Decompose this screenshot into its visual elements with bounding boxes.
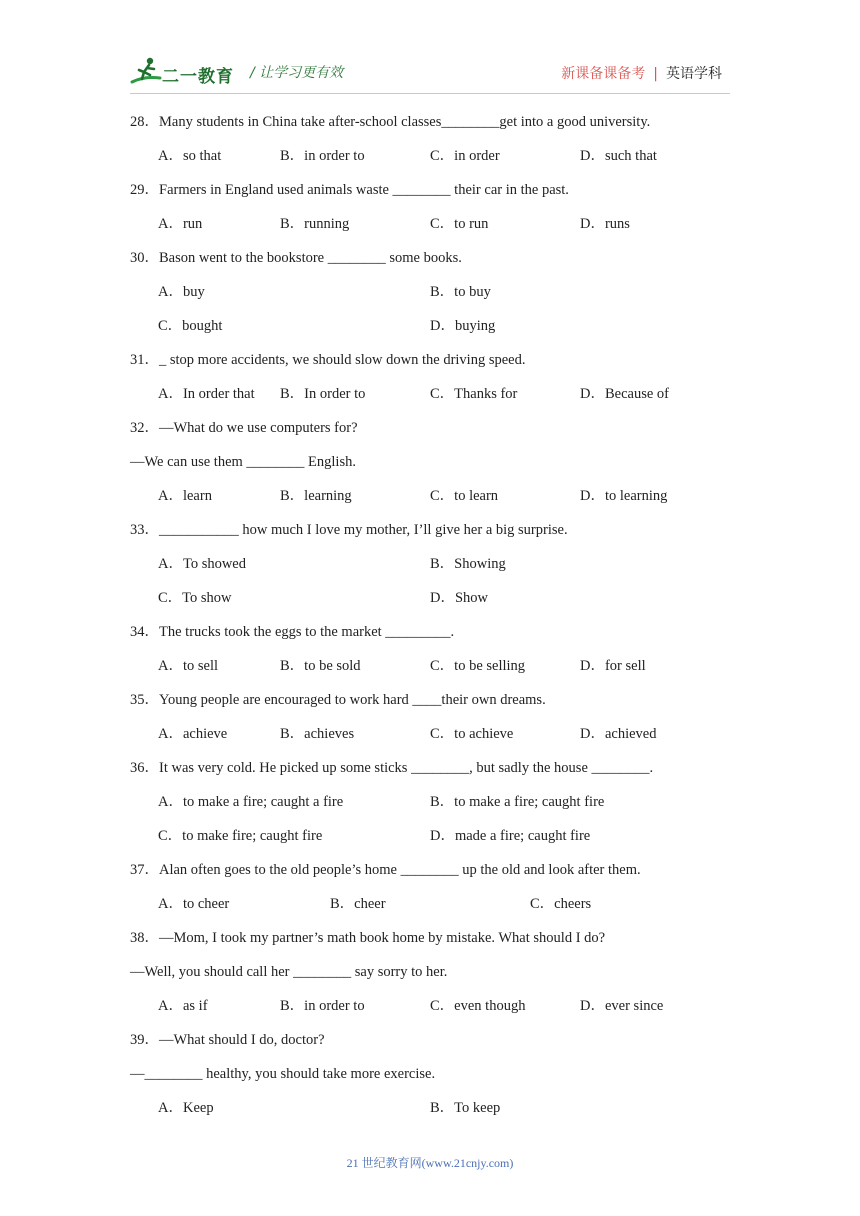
option-row [130,280,730,314]
answer-option[interactable]: C．to learn [430,488,499,504]
answer-option[interactable]: A．In order that [158,386,255,402]
answer-option[interactable]: D．Show [430,590,489,606]
runner-icon [130,56,164,88]
slogan: / 让学习更有效 [250,65,344,81]
answer-option[interactable]: D．ever since [580,998,664,1014]
option-row [130,790,730,824]
option-row [130,586,730,620]
answer-option[interactable]: D．achieved [580,726,657,742]
course-label: 新课备课备考 [561,66,646,82]
option-row [130,144,730,178]
question-stem: 32．—What do we use computers for? [130,420,358,436]
answer-option[interactable]: A．run [158,216,203,232]
question-stem: 36．It was very cold. He picked up some sticks ________, but sadly the house ________. [130,760,654,776]
option-row [130,382,730,416]
answer-option[interactable]: B．to buy [430,284,491,300]
option-row [130,1096,730,1130]
answer-option[interactable]: A．Keep [158,1100,214,1116]
header-divider [130,93,730,94]
answer-option[interactable]: A．learn [158,488,212,504]
answer-option[interactable]: C．to run [430,216,489,232]
answer-option[interactable]: B．Showing [430,556,506,572]
question-list [130,110,730,1130]
answer-option[interactable]: A．to sell [158,658,219,674]
option-row [130,212,730,246]
question-stem: 38．—Mom, I took my partner’s math book home by mistake. What should I do? [130,930,606,946]
answer-option[interactable]: B．to make a fire; caught fire [430,794,605,810]
question-reply: —________ healthy, you should take more exercise. [130,1066,436,1082]
answer-option[interactable]: B．in order to [280,148,365,164]
question-reply: —Well, you should call her ________ say sorry to her. [130,964,448,980]
question-stem: 30．Bason went to the bookstore ________ some books. [130,250,462,266]
option-row [130,892,730,926]
option-row [130,484,730,518]
answer-option[interactable]: B．cheer [330,896,386,912]
answer-option[interactable]: C．even though [430,998,526,1014]
option-row [130,552,730,586]
answer-option[interactable]: A．to cheer [158,896,230,912]
question-stem: 28．Many students in China take after-school classes________get into a good university. [130,114,651,130]
question-stem: 35．Young people are encouraged to work hard ____their own dreams. [130,692,546,708]
question-stem: 33．___________ how much I love my mother, I’ll give her a big surprise. [130,522,568,538]
question-stem: 39．—What should I do, doctor? [130,1032,325,1048]
answer-option[interactable]: B．in order to [280,998,365,1014]
page-header [130,52,730,92]
question-stem: 29．Farmers in England used animals waste ________ their car in the past. [130,182,569,198]
answer-option[interactable]: C．in order [430,148,500,164]
answer-option[interactable]: D．such that [580,148,657,164]
answer-option[interactable]: C．To show [158,590,232,606]
question-reply: —We can use them ________ English. [130,454,356,470]
answer-option[interactable]: C．Thanks for [430,386,518,402]
option-row [130,994,730,1028]
answer-option[interactable]: A．buy [158,284,205,300]
question-stem: 31．_ stop more accidents, we should slow down the driving speed. [130,352,526,368]
page-footer: 21 世纪教育网(www.21cnjy.com) [346,1156,514,1170]
option-row [130,824,730,858]
answer-option[interactable]: B．To keep [430,1100,501,1116]
answer-option[interactable]: D．for sell [580,658,646,674]
logo-text: 二一教育 [162,67,234,87]
answer-option[interactable]: B．In order to [280,386,366,402]
answer-option[interactable]: D．runs [580,216,630,232]
answer-option[interactable]: D．buying [430,318,496,334]
answer-option[interactable]: B．to be sold [280,658,361,674]
answer-option[interactable]: D．Because of [580,386,669,402]
answer-option[interactable]: C．to make fire; caught fire [158,828,323,844]
answer-option[interactable]: B．achieves [280,726,355,742]
answer-option[interactable]: C．to achieve [430,726,514,742]
option-row [130,654,730,688]
subject-label: 英语学科 [666,66,722,82]
answer-option[interactable]: D．made a fire; caught fire [430,828,591,844]
answer-option[interactable]: A．to make a fire; caught a fire [158,794,344,810]
option-row [130,722,730,756]
answer-option[interactable]: C．to be selling [430,658,526,674]
question-stem: 34．The trucks took the eggs to the market _________. [130,624,455,640]
answer-option[interactable]: B．running [280,216,350,232]
answer-option[interactable]: D．to learning [580,488,668,504]
question-stem: 37．Alan often goes to the old people’s home ________ up the old and look after them. [130,862,641,878]
answer-option[interactable]: B．learning [280,488,352,504]
header-separator: | [653,66,658,82]
answer-option[interactable]: A．To showed [158,556,246,572]
header-right [561,63,722,83]
option-row [130,314,730,348]
answer-option[interactable]: A．as if [158,998,208,1014]
answer-option[interactable]: C．bought [158,318,223,334]
answer-option[interactable]: A．so that [158,148,222,164]
logo [130,56,240,88]
answer-option[interactable]: C．cheers [530,896,592,912]
answer-option[interactable]: A．achieve [158,726,228,742]
